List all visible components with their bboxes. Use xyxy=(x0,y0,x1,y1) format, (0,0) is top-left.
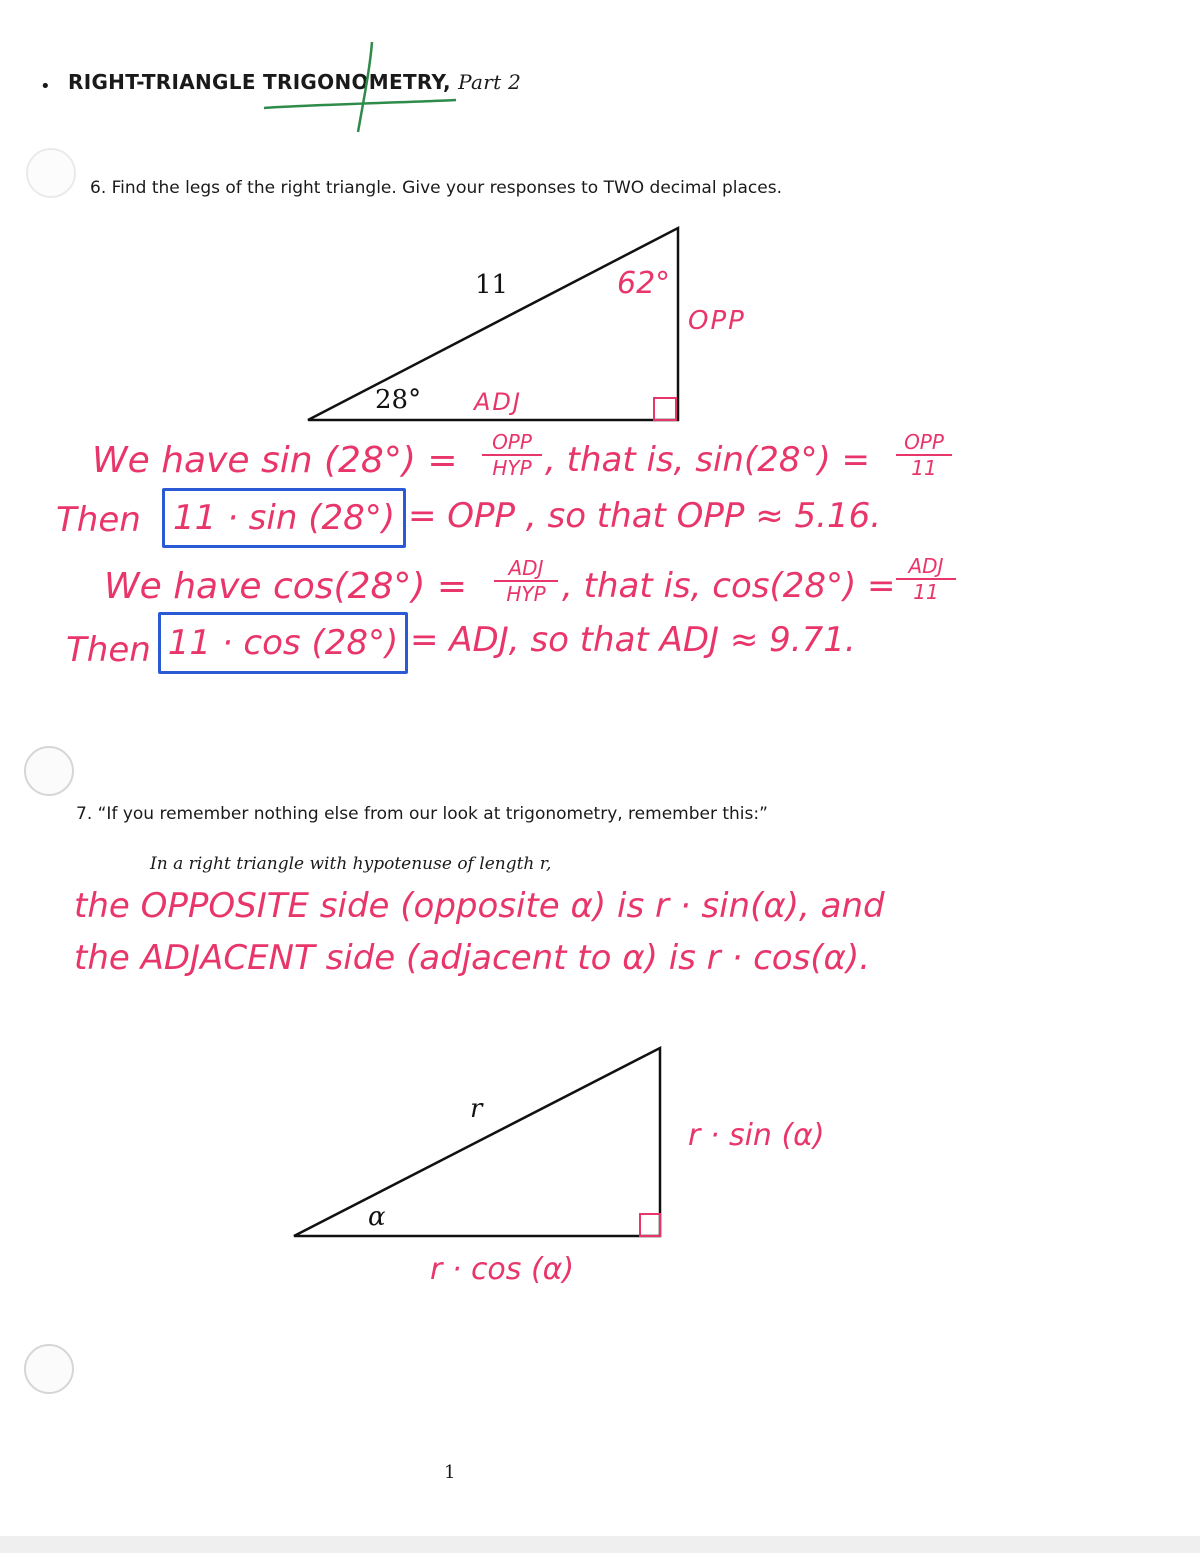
work-line2-then: Then xyxy=(56,500,141,540)
fraction-denominator: 11 xyxy=(911,456,937,480)
fraction-numerator: ADJ xyxy=(494,556,558,582)
work-line3-left: We have cos(28°) = xyxy=(104,566,468,607)
work-line1-left: We have sin (28°) = xyxy=(92,440,458,481)
title-part: Part 2 xyxy=(458,70,522,94)
fraction-numerator: OPP xyxy=(482,430,542,456)
q7-handwritten-line-2: the ADJACENT side (adjacent to α) is r · cos(α). xyxy=(74,938,871,978)
question-6-prompt: 6. Find the legs of the right triangle. Give your responses to TWO decimal places. xyxy=(90,178,782,198)
triangle-q7 xyxy=(290,1040,690,1250)
binder-hole-middle xyxy=(24,746,74,796)
q7-opp-label: r · sin (α) xyxy=(688,1118,825,1153)
boxed-opp-expression: 11 · sin (28°) xyxy=(162,488,406,548)
q7-angle-alpha: α xyxy=(368,1202,386,1232)
q7-adj-label: r · cos (α) xyxy=(430,1252,575,1287)
scan-edge xyxy=(0,1536,1200,1553)
q7-hyp-label: r xyxy=(470,1094,483,1124)
work-line3-right: , that is, cos(28°) = xyxy=(562,566,896,606)
work-line1-right: , that is, sin(28°) = xyxy=(545,440,871,480)
question-7-prompt: 7. “If you remember nothing else from our look at trigonometry, remember this:” xyxy=(76,804,768,824)
bullet-mark: • xyxy=(40,76,51,97)
work-line3-fraction xyxy=(494,556,558,606)
work-line1-fraction xyxy=(482,430,542,480)
q6-angle-28: 28° xyxy=(375,385,422,415)
fraction-denominator: HYP xyxy=(492,456,532,480)
boxed-adj-expression: 11 · cos (28°) xyxy=(158,612,408,674)
binder-hole-top xyxy=(26,148,76,198)
q7-handwritten-line-1: the OPPOSITE side (opposite α) is r · sin(α), and xyxy=(74,886,885,926)
fraction-numerator: ADJ xyxy=(896,554,956,580)
page-number: 1 xyxy=(444,1462,456,1483)
q6-hyp-label: 11 xyxy=(475,270,509,300)
q6-adj-note: ADJ xyxy=(474,388,522,416)
binder-hole-bottom xyxy=(24,1344,74,1394)
work-line2-rest: = OPP , so that OPP ≈ 5.16. xyxy=(408,496,882,536)
q6-opp-note: OPP xyxy=(688,306,746,336)
green-axes-doodle xyxy=(260,38,460,138)
q6-angle-62: 62° xyxy=(617,266,671,301)
fraction-denominator: 11 xyxy=(913,580,939,604)
work-line3-fraction-2 xyxy=(896,554,956,604)
work-line4-rest: = ADJ, so that ADJ ≈ 9.71. xyxy=(410,620,856,660)
work-line1-fraction-2 xyxy=(896,430,952,480)
fraction-denominator: HYP xyxy=(506,582,546,606)
title-text: RIGHT-TRIANGLE TRIGONOMETRY, xyxy=(68,70,451,94)
work-line4-then: Then xyxy=(66,630,151,670)
question-7-statement: In a right triangle with hypotenuse of length r, xyxy=(150,854,552,874)
fraction-numerator: OPP xyxy=(896,430,952,456)
